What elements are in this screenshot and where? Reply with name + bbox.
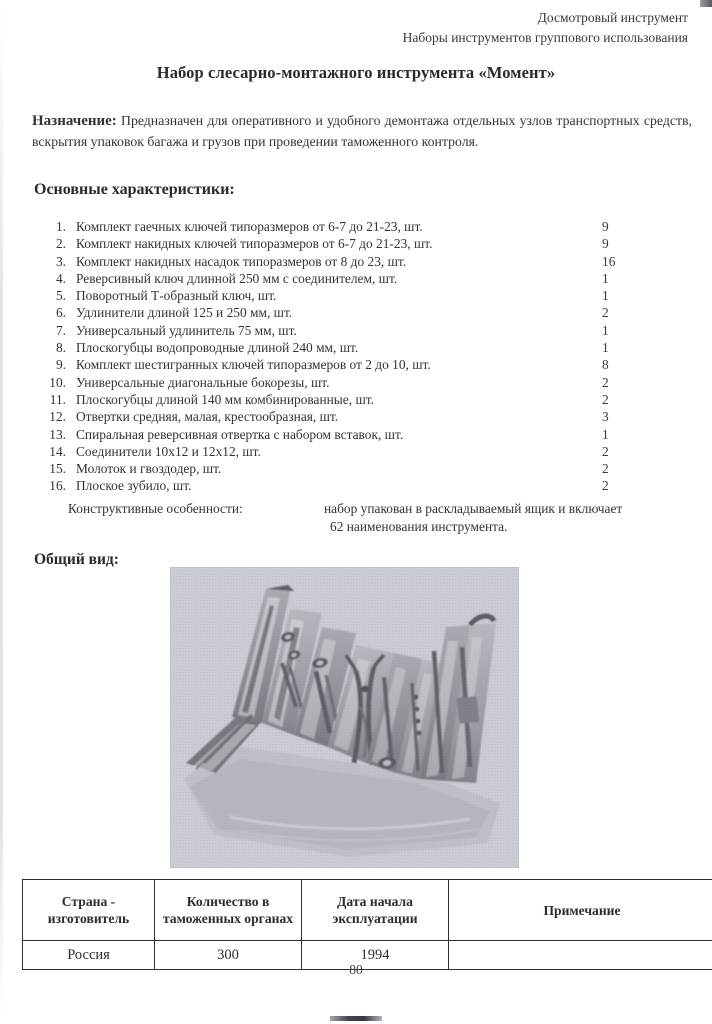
characteristic-number: 1. bbox=[55, 219, 66, 234]
characteristic-label: Спиральная реверсивная отвертка с набором вставок, шт. bbox=[76, 426, 404, 442]
scan-mark-top-right bbox=[700, 0, 712, 7]
characteristic-row bbox=[36, 426, 672, 443]
characteristic-label: Плоскогубцы водопроводные длиной 240 мм, шт. bbox=[76, 340, 359, 356]
purpose-label: Назначение: bbox=[32, 113, 117, 129]
characteristic-quantity: 2 bbox=[602, 478, 609, 494]
characteristic-number: 13. bbox=[49, 426, 66, 442]
characteristic-row bbox=[36, 408, 672, 425]
characteristic-number: 15. bbox=[49, 461, 66, 477]
construction-value-line2: 62 наименования инструмента. bbox=[330, 518, 508, 534]
table-column-header: Страна - изготовитель bbox=[23, 880, 155, 941]
characteristic-number: 12. bbox=[49, 409, 66, 425]
characteristic-quantity: 3 bbox=[602, 409, 609, 425]
characteristic-quantity: 1 bbox=[602, 340, 609, 356]
page-title: Набор слесарно-монтажного инструмента «Момент» bbox=[156, 63, 556, 82]
characteristic-row bbox=[36, 460, 672, 477]
characteristic-label: Поворотный Т-образный ключ, шт. bbox=[76, 288, 277, 304]
characteristic-row bbox=[36, 304, 672, 321]
table-column-header: Примечание bbox=[449, 880, 712, 941]
characteristic-quantity: 2 bbox=[602, 443, 609, 459]
characteristic-label: Комплект накидных ключей типоразмеров от 6-7 до 21-23, шт. bbox=[76, 236, 433, 252]
characteristic-number: 14. bbox=[49, 443, 66, 459]
running-header-line2: Наборы инструментов группового использования bbox=[402, 29, 688, 45]
characteristic-row bbox=[36, 374, 672, 391]
characteristic-row bbox=[36, 322, 672, 339]
table-header-row bbox=[23, 880, 712, 941]
table-column-header: Количество в таможенных органах bbox=[155, 880, 302, 941]
characteristic-label: Комплект накидных насадок типоразмеров от 8 до 23, шт. bbox=[76, 253, 407, 269]
characteristic-quantity: 16 bbox=[602, 253, 616, 269]
characteristic-label: Универсальный удлинитель 75 мм, шт. bbox=[76, 322, 297, 338]
characteristic-number: 11. bbox=[49, 391, 66, 407]
characteristic-label: Молоток и гвоздодер, шт. bbox=[76, 461, 222, 477]
characteristic-row bbox=[36, 253, 672, 270]
page-number: 80 bbox=[349, 962, 363, 977]
characteristic-number: 2. bbox=[55, 236, 66, 252]
characteristic-label: Универсальные диагональные бокорезы, шт. bbox=[76, 374, 330, 390]
characteristic-row bbox=[36, 391, 672, 408]
scan-edge-artifact bbox=[0, 0, 3, 1024]
table-cell-date: 1994 bbox=[302, 941, 449, 970]
scan-mark-bottom bbox=[330, 1016, 382, 1021]
toolkit-photo bbox=[170, 567, 519, 868]
characteristic-number: 6. bbox=[55, 305, 66, 321]
characteristic-row bbox=[36, 270, 672, 287]
characteristic-label: Комплект гаечных ключей типоразмеров от 6-7 до 21-23, шт. bbox=[76, 219, 423, 234]
characteristic-quantity: 1 bbox=[602, 288, 609, 304]
characteristic-label: Реверсивный ключ длинной 250 мм с соединителем, шт. bbox=[76, 270, 398, 286]
characteristic-row bbox=[36, 477, 672, 494]
construction-value-line1: набор упакован в раскладываемый ящик и включает bbox=[324, 501, 623, 516]
characteristic-number: 7. bbox=[55, 322, 66, 338]
characteristic-quantity: 2 bbox=[602, 374, 609, 390]
characteristic-label: Соединители 10х12 и 12х12, шт. bbox=[76, 443, 261, 459]
construction-label: Конструктивные особенности: bbox=[68, 501, 243, 516]
characteristic-number: 8. bbox=[55, 340, 66, 356]
characteristic-row bbox=[36, 443, 672, 460]
characteristic-quantity: 1 bbox=[602, 426, 609, 442]
running-header-line1: Досмотровый инструмент bbox=[537, 10, 688, 25]
table-column-header: Дата начала эксплуатации bbox=[302, 880, 449, 941]
characteristic-number: 9. bbox=[55, 357, 66, 373]
characteristic-row bbox=[36, 356, 672, 373]
characteristic-quantity: 2 bbox=[602, 461, 609, 477]
characteristic-row bbox=[36, 287, 672, 304]
characteristic-label: Плоскогубцы длиной 140 мм комбинированные, шт. bbox=[76, 391, 374, 407]
construction-value bbox=[324, 500, 684, 535]
specification-table bbox=[22, 879, 712, 970]
characteristic-number: 4. bbox=[55, 270, 66, 286]
characteristic-quantity: 9 bbox=[602, 219, 609, 234]
toolkit-photo-image bbox=[170, 567, 519, 868]
purpose-text: Предназначен для оперативного и удобного демонтажа отдельных узлов транспортных средств, вскрытия упаковок багажа и грузов при проведении таможенного контроля. bbox=[32, 113, 692, 150]
table-cell-country: Россия bbox=[23, 941, 155, 970]
characteristic-label: Удлинители длиной 125 и 250 мм, шт. bbox=[76, 305, 293, 321]
characteristic-number: 10. bbox=[49, 374, 66, 390]
characteristic-number: 5. bbox=[55, 288, 66, 304]
general-view-heading: Общий вид: bbox=[34, 551, 119, 568]
characteristic-row bbox=[36, 235, 672, 252]
characteristic-quantity: 2 bbox=[602, 391, 609, 407]
characteristic-number: 3. bbox=[55, 253, 66, 269]
characteristic-quantity: 1 bbox=[602, 322, 609, 338]
characteristic-label: Отвертки средняя, малая, крестообразная, шт. bbox=[76, 409, 339, 425]
characteristic-quantity: 9 bbox=[602, 236, 609, 252]
characteristic-quantity: 1 bbox=[602, 270, 609, 286]
characteristics-heading: Основные характеристики: bbox=[34, 181, 235, 198]
characteristic-quantity: 2 bbox=[602, 305, 609, 321]
characteristic-label: Комплект шестигранных ключей типоразмеров от 2 до 10, шт. bbox=[76, 357, 431, 373]
characteristic-quantity: 8 bbox=[602, 357, 609, 373]
characteristic-number: 16. bbox=[49, 478, 66, 494]
characteristic-row bbox=[36, 339, 672, 356]
characteristics-list bbox=[36, 218, 672, 495]
table-cell-quantity: 300 bbox=[155, 941, 302, 970]
characteristic-label: Плоское зубило, шт. bbox=[76, 478, 192, 494]
characteristic-row bbox=[36, 218, 672, 235]
purpose-paragraph bbox=[32, 110, 692, 152]
running-header bbox=[403, 8, 688, 47]
